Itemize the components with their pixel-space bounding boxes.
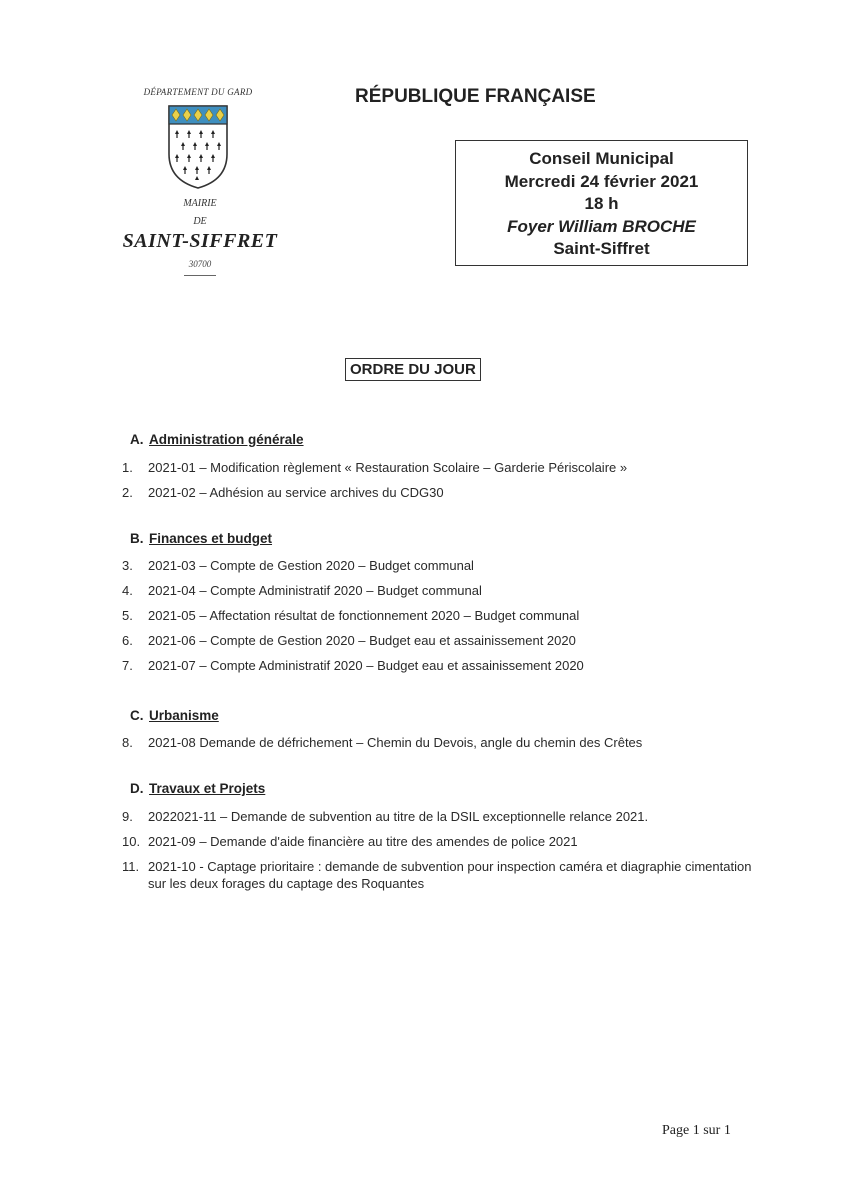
agenda-item (122, 607, 579, 624)
section-title: Finances et budget (149, 531, 273, 546)
item-number: 9. (122, 809, 133, 824)
item-number: 4. (122, 583, 133, 598)
item-number: 3. (122, 558, 133, 573)
section-letter: D. (130, 781, 144, 796)
agenda-item (122, 632, 576, 649)
page-number: Page 1 sur 1 (662, 1123, 731, 1138)
agenda-item (122, 833, 578, 850)
republic-heading: RÉPUBLIQUE FRANÇAISE (355, 86, 596, 107)
section-title: Travaux et Projets (149, 781, 266, 796)
section-heading-administration (130, 432, 304, 447)
item-number: 5. (122, 608, 133, 623)
item-number: 6. (122, 633, 133, 648)
agenda-item (122, 657, 584, 674)
item-text: 2021-06 – Compte de Gestion 2020 – Budget eau et assainissement 2020 (148, 633, 576, 648)
item-text: 2021-02 – Adhésion au service archives du CDG30 (148, 485, 444, 500)
meeting-info-box (455, 140, 748, 266)
department-label: DÉPARTEMENT DU GARD (143, 87, 253, 97)
agenda-item (122, 557, 474, 574)
item-text: 2021-03 – Compte de Gestion 2020 – Budget communal (148, 558, 474, 573)
item-text: 2021-04 – Compte Administratif 2020 – Budget communal (148, 583, 482, 598)
item-text: 2022021-11 – Demande de subvention au titre de la DSIL exceptionnelle relance 2021. (148, 809, 649, 824)
postal-code: 30700 (188, 259, 212, 269)
meeting-type: Conseil Municipal (529, 149, 674, 168)
agenda-item (122, 582, 482, 599)
meeting-date: Mercredi 24 février 2021 (504, 171, 699, 191)
item-text: 2021-09 – Demande d'aide financière au titre des amendes de police 2021 (148, 834, 578, 849)
section-heading-urbanisme (130, 708, 219, 723)
item-text: 2021-07 – Compte Administratif 2020 – Budget eau et assainissement 2020 (148, 658, 584, 673)
item-text: 2021-10 - Captage prioritaire : demande de subvention pour inspection caméra et diagraphie cimentation sur les deux forages du captage des Roquantes (148, 859, 752, 891)
agenda-title: ORDRE DU JOUR (345, 358, 481, 381)
item-number: 7. (122, 658, 133, 673)
section-heading-travaux (130, 781, 265, 796)
agenda-item (122, 459, 627, 476)
de-label: DE (193, 216, 207, 227)
item-number: 2. (122, 485, 133, 500)
meeting-venue: Foyer William BROCHE (507, 216, 696, 236)
section-letter: C. (130, 708, 144, 723)
agenda-item (122, 734, 642, 751)
item-number: 11. (122, 859, 140, 874)
item-number: 10. (122, 834, 141, 849)
meeting-town: Saint-Siffret (553, 239, 650, 258)
item-number: 1. (122, 460, 133, 475)
section-title: Administration générale (149, 432, 304, 447)
commune-name: SAINT-SIFFRET (122, 230, 278, 252)
section-letter: B. (130, 531, 144, 546)
section-heading-finances (130, 531, 272, 546)
section-letter: A. (130, 432, 144, 447)
agenda-item (122, 808, 648, 825)
item-text: 2021-01 – Modification règlement « Restauration Scolaire – Garderie Périscolaire » (148, 460, 628, 475)
coat-of-arms-icon (163, 102, 233, 192)
section-title: Urbanisme (149, 708, 219, 723)
item-number: 8. (122, 735, 133, 750)
agenda-item (122, 484, 444, 501)
item-text: 2021-05 – Affectation résultat de fonctionnement 2020 – Budget communal (148, 608, 580, 623)
mairie-label: MAIRIE (183, 198, 217, 209)
postal-divider (184, 275, 216, 276)
agenda-item (122, 858, 762, 892)
item-text: 2021-08 Demande de défrichement – Chemin du Devois, angle du chemin des Crêtes (148, 735, 643, 750)
meeting-time: 18 h (584, 194, 619, 213)
